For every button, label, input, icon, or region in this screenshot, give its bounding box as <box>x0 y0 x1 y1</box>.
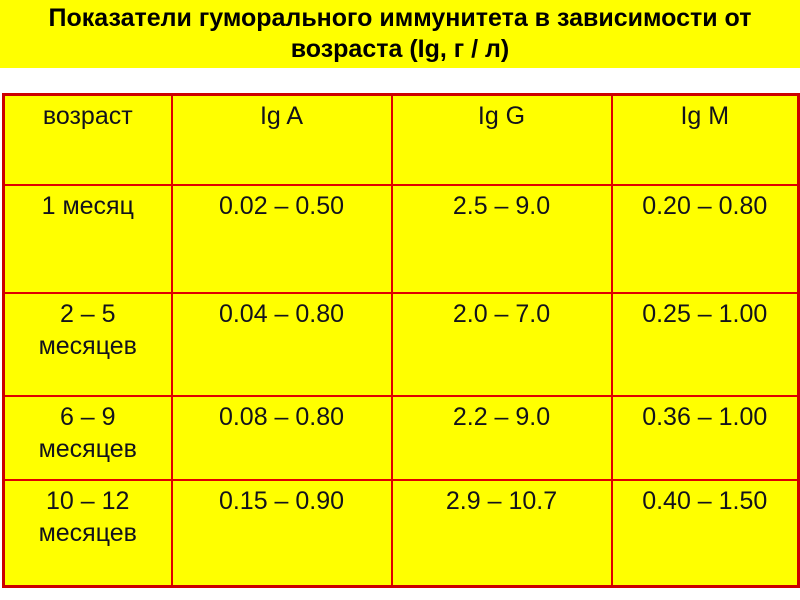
column-header-iga: Ig A <box>172 95 392 185</box>
igg-value-cell: 2.2 – 9.0 <box>392 396 612 480</box>
table-row <box>4 480 799 587</box>
table-row <box>4 293 799 396</box>
age-cell: 1 месяц <box>4 185 172 293</box>
age-cell: 6 – 9 месяцев <box>4 396 172 480</box>
table-row <box>4 185 799 293</box>
igm-value-cell: 0.36 – 1.00 <box>612 396 799 480</box>
column-header-age: возраст <box>4 95 172 185</box>
igm-value-cell: 0.25 – 1.00 <box>612 293 799 396</box>
column-header-igg: Ig G <box>392 95 612 185</box>
iga-value-cell: 0.04 – 0.80 <box>172 293 392 396</box>
age-cell: 2 – 5 месяцев <box>4 293 172 396</box>
immunoglobulin-table <box>2 93 800 588</box>
igg-value-cell: 2.9 – 10.7 <box>392 480 612 587</box>
age-cell: 10 – 12 месяцев <box>4 480 172 587</box>
iga-value-cell: 0.02 – 0.50 <box>172 185 392 293</box>
igm-value-cell: 0.40 – 1.50 <box>612 480 799 587</box>
igm-value-cell: 0.20 – 0.80 <box>612 185 799 293</box>
igg-value-cell: 2.5 – 9.0 <box>392 185 612 293</box>
table-row <box>4 396 799 480</box>
slide-title: Показатели гуморального иммунитета в зависимости от возраста (Ig, г / л) <box>48 4 752 63</box>
iga-value-cell: 0.08 – 0.80 <box>172 396 392 480</box>
column-header-igm: Ig M <box>612 95 799 185</box>
iga-value-cell: 0.15 – 0.90 <box>172 480 392 587</box>
igg-value-cell: 2.0 – 7.0 <box>392 293 612 396</box>
title-band <box>0 0 800 68</box>
header-row <box>4 95 799 185</box>
